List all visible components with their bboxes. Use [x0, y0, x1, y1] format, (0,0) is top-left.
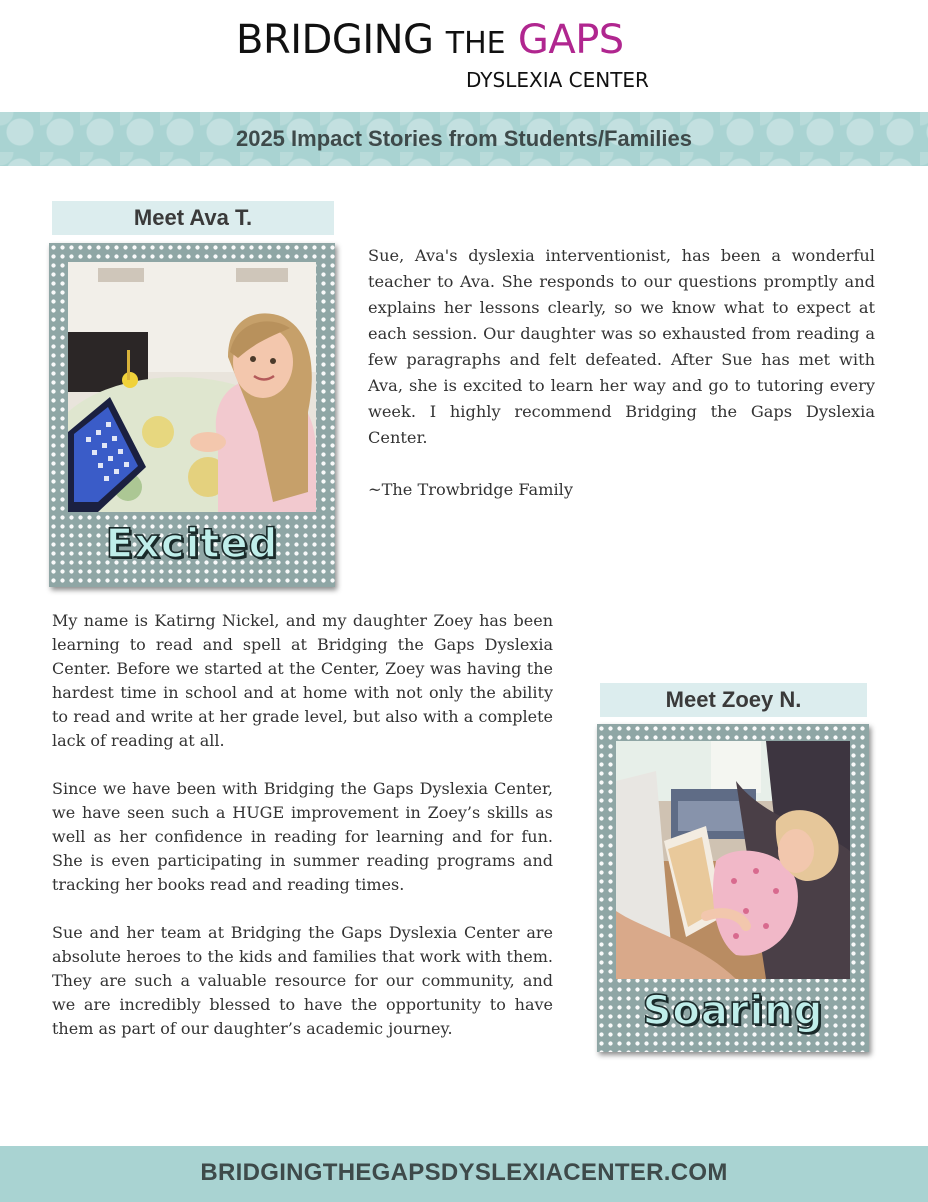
website-link[interactable]: BRIDGINGTHEGAPSDYSLEXIACENTER.COM [200, 1159, 728, 1186]
ava-story-signature: ~The Trowbridge Family [368, 480, 574, 499]
logo-word-gaps: GAPS [517, 17, 624, 63]
ava-story-text: Sue, Ava's dyslexia interventionist, has been a wonderful teacher to Ava. She responds to our questions promptly and explains her lessons clearly, so we know what to expect at each session. Our daughter was so exhausted from reading a few paragraphs and felt defeated. After Sue has met with Ava, she is excited to learn her way and go to tutoring every week. I highly recommend Bridging the Gaps Dyslexia Center. [368, 246, 875, 447]
page-title: 2025 Impact Stories from Students/Families [235, 126, 693, 151]
logo [0, 18, 928, 98]
zoey-photo-frame [597, 724, 869, 1052]
ava-photo-frame [49, 243, 335, 587]
zoey-heading: Meet Zoey N. [600, 683, 867, 717]
ava-photo [68, 262, 316, 512]
logo-wordmark [236, 17, 624, 63]
header-banner [0, 112, 928, 166]
logo-word-the: THE [445, 26, 506, 61]
zoey-photo [616, 741, 850, 979]
zoey-caption: Soaring [642, 988, 824, 1034]
ava-caption: Excited [105, 521, 279, 567]
ava-story [368, 243, 875, 503]
logo-word-bridging: BRIDGING [236, 17, 434, 63]
logo-subtitle: DYSLEXIA CENTER [466, 68, 649, 92]
zoey-story-paragraph: My name is Katirng Nickel, and my daughter Zoey has been learning to read and spell at Bridging the Gaps Dyslexia Center. Before we started at the Center, Zoey was having the hardest time in school and at home with not only the ability to read and write at her grade level, but also with a complete lack of reading at all. [52, 611, 553, 750]
ava-heading: Meet Ava T. [52, 201, 334, 235]
zoey-story-paragraph: Since we have been with Bridging the Gaps Dyslexia Center, we have seen such a HUGE improvement in Zoey’s skills as well as her confidence in reading for learning and for fun. She is even participating in summer reading programs and tracking her books read and reading times. [52, 779, 553, 894]
zoey-story-paragraph: Sue and her team at Bridging the Gaps Dyslexia Center are absolute heroes to the kids and families that work with them. They are such a valuable resource for our community, and we are incredibly blessed to have the opportunity to have them as part of our daughter’s academic journey. [52, 923, 553, 1038]
footer-bar [0, 1146, 928, 1202]
zoey-story [52, 609, 553, 1041]
